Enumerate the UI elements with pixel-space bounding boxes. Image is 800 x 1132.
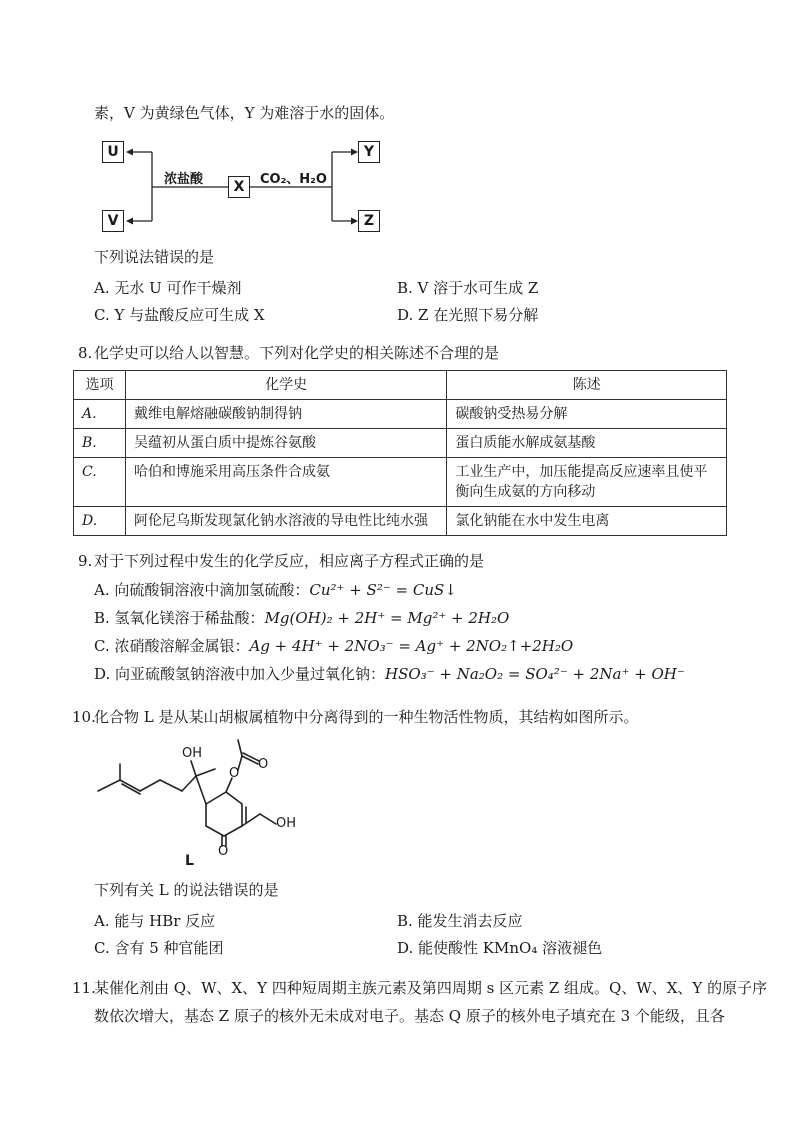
q10-stem: 化合物 L 是从某山胡椒属植物中分离得到的一种生物活性物质，其结构如图所示。 (94, 708, 639, 726)
q7-question: 下列说法错误的是 (94, 248, 215, 266)
q11-line-2: 数依次增大，基态 Z 原子的核外无未成对电子。基态 Q 原子的核外电子填充在 3 个能级，且各 (94, 1007, 725, 1025)
node-y: Y (358, 141, 380, 163)
cell-option: A. (74, 400, 126, 429)
label-conc-hcl: 浓盐酸 (164, 172, 204, 187)
q9-option-d-equation: HSO₃⁻ + Na₂O₂ = SO₄²⁻ + 2Na⁺ + OH⁻ (385, 665, 685, 683)
q8-stem: 化学史可以给人以智慧。下列对化学史的相关陈述不合理的是 (94, 344, 500, 362)
cell-history: 阿伦尼乌斯发现氯化钠水溶液的导电性比纯水强 (125, 507, 446, 536)
cell-statement: 工业生产中，加压能提高反应速率且使平衡向生成氨的方向移动 (447, 458, 727, 507)
q10-structure-diagram (92, 728, 322, 868)
cell-history: 吴蕴初从蛋白质中提炼谷氨酸 (125, 429, 446, 458)
cell-statement: 蛋白质能水解成氨基酸 (447, 429, 727, 458)
node-v: V (102, 210, 124, 232)
table-row[interactable] (74, 400, 727, 429)
q10-option-c[interactable]: C. 含有 5 种官能团 (94, 939, 224, 957)
q11-line-1: 某催化剂由 Q、W、X、Y 四种短周期主族元素及第四周期 s 区元素 Z 组成。Q、W、X、Y 的原子序 (94, 979, 768, 997)
label-oh-top: OH (182, 746, 203, 761)
label-o-ketone: O (218, 844, 229, 859)
q7-option-a[interactable]: A. 无水 U 可作干燥剂 (94, 279, 242, 297)
q10-question: 下列有关 L 的说法错误的是 (94, 881, 279, 899)
q11-number: 11. (72, 979, 96, 997)
q8-number: 8. (78, 344, 93, 362)
cell-option: C. (74, 458, 126, 507)
table-row[interactable] (74, 507, 727, 536)
node-u: U (102, 141, 124, 163)
diagram-arrows (100, 138, 400, 238)
q9-option-a[interactable] (94, 580, 457, 600)
molecule-bonds (92, 728, 322, 868)
q7-flow-diagram (100, 138, 400, 238)
table-row[interactable] (74, 458, 727, 507)
q10-option-d[interactable]: D. 能使酸性 KMnO₄ 溶液褪色 (397, 939, 603, 957)
q9-option-d[interactable] (94, 664, 685, 684)
label-co2-h2o: CO₂、H₂O (260, 172, 327, 187)
q10-option-b[interactable]: B. 能发生消去反应 (397, 912, 523, 930)
q7-intro: 素，V 为黄绿色气体，Y 为难溶于水的固体。 (94, 104, 395, 122)
label-o-carbonyl: O (258, 757, 269, 772)
q9-number: 9. (78, 552, 93, 570)
compound-name-label: L (185, 853, 194, 869)
cell-statement: 碳酸钠受热易分解 (447, 400, 727, 429)
node-x: X (228, 176, 250, 198)
q9-option-c-equation: Ag + 4H⁺ + 2NO₃⁻ = Ag⁺ + 2NO₂↑+2H₂O (249, 637, 574, 655)
node-z: Z (358, 210, 380, 232)
q7-option-b[interactable]: B. V 溶于水可生成 Z (397, 279, 539, 297)
q10-number: 10. (72, 708, 96, 726)
header-statement: 陈述 (447, 371, 727, 400)
cell-statement: 氯化钠能在水中发生电离 (447, 507, 727, 536)
header-option: 选项 (74, 371, 126, 400)
cell-history: 戴维电解熔融碳酸钠制得钠 (125, 400, 446, 429)
q9-option-b-equation: Mg(OH)₂ + 2H⁺ = Mg²⁺ + 2H₂O (264, 609, 510, 627)
q9-option-d-text: D. 向亚硫酸氢钠溶液中加入少量过氧化钠： (94, 665, 386, 683)
q7-option-c[interactable]: C. Y 与盐酸反应可生成 X (94, 306, 265, 324)
q9-option-a-text: A. 向硫酸铜溶液中滴加氢硫酸： (94, 581, 310, 599)
label-oh-right: OH (276, 816, 297, 831)
q8-history-table (73, 370, 727, 536)
cell-option: B. (74, 429, 126, 458)
table-row[interactable] (74, 429, 727, 458)
label-o-ester: O (229, 766, 240, 781)
cell-history: 哈伯和博施采用高压条件合成氨 (125, 458, 446, 507)
cell-option: D. (74, 507, 126, 536)
q9-option-c[interactable] (94, 636, 573, 656)
q7-option-d[interactable]: D. Z 在光照下易分解 (397, 306, 539, 324)
q9-option-a-equation: Cu²⁺ + S²⁻ = CuS↓ (309, 581, 457, 599)
q9-option-b[interactable] (94, 608, 509, 628)
table-header-row (74, 371, 727, 400)
q9-option-b-text: B. 氢氧化镁溶于稀盐酸： (94, 609, 265, 627)
header-history: 化学史 (125, 371, 446, 400)
q9-option-c-text: C. 浓硝酸溶解金属银： (94, 637, 250, 655)
q9-stem: 对于下列过程中发生的化学反应，相应离子方程式正确的是 (94, 552, 485, 570)
q10-option-a[interactable]: A. 能与 HBr 反应 (94, 912, 216, 930)
